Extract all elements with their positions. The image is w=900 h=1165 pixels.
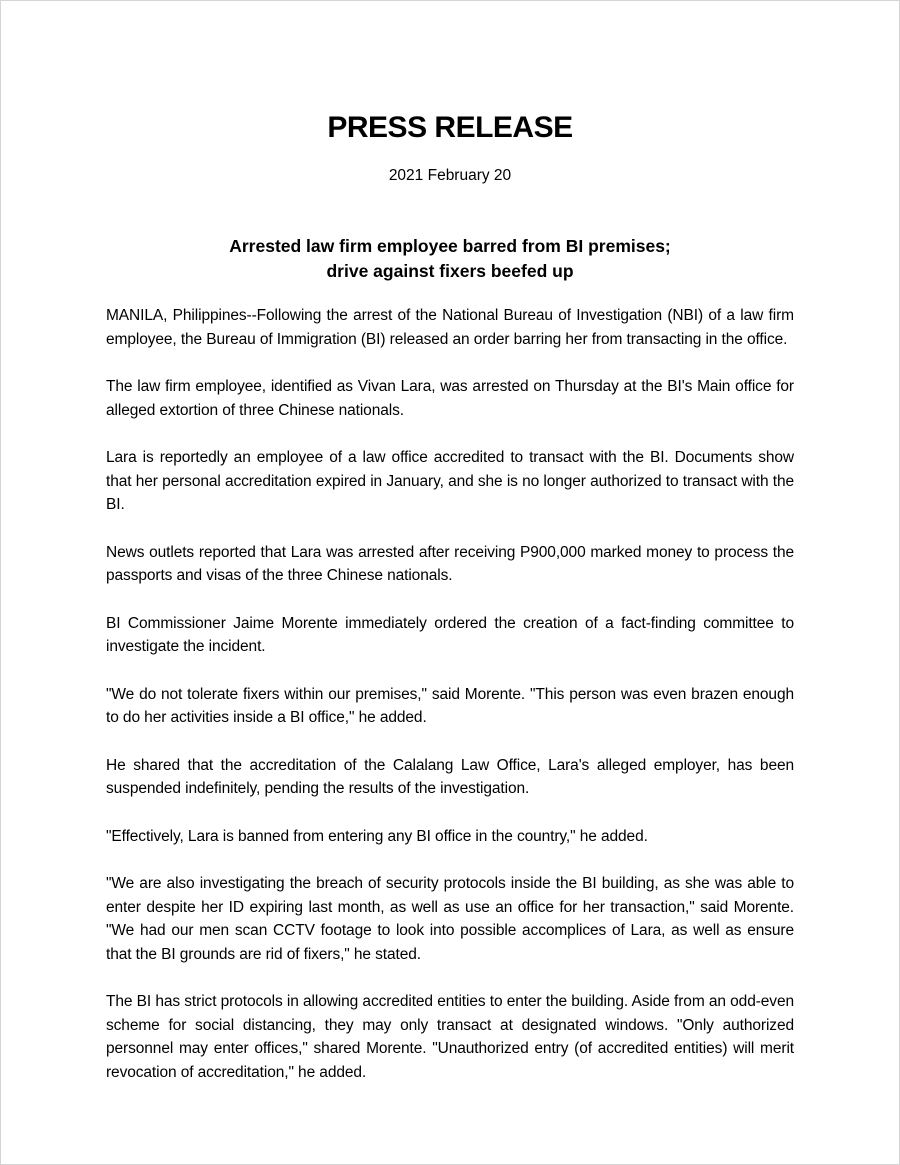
paragraph-1: MANILA, Philippines--Following the arrest of the National Bureau of Investigation (NBI) of a law firm employee, the Bureau of Immigration (BI) released an order barring her from transacting in the office. — [106, 307, 794, 348]
paragraph-8: "Effectively, Lara is banned from entering any BI office in the country," he added. — [106, 827, 648, 845]
paragraph-2: The law firm employee, identified as Vivan Lara, was arrested on Thursday at the BI's Main office for alleged extortion of three Chinese nationals. — [106, 378, 794, 419]
paragraph-5: BI Commissioner Jaime Morente immediately ordered the creation of a fact-finding committee to investigate the incident. — [106, 614, 794, 655]
paragraph-7: He shared that the accreditation of the Calalang Law Office, Lara's alleged employer, has been suspended indefinitely, pending the results of the investigation. — [106, 756, 794, 797]
paragraph-4: News outlets reported that Lara was arrested after receiving P900,000 marked money to process the passports and visas of the three Chinese nationals. — [106, 543, 794, 584]
headline — [106, 234, 794, 284]
headline-line-1: Arrested law firm employee barred from BI premises; — [229, 236, 671, 256]
article-body — [106, 304, 794, 1108]
paragraph-10: The BI has strict protocols in allowing accredited entities to enter the building. Aside from an odd-even scheme for social distancing, they may only transact at designated windows. "Only authorized personnel may enter offices," shared Morente. "Unauthorized entry (of accredited entities) will merit revocation of accreditation," he added. — [106, 993, 794, 1081]
document-title: PRESS RELEASE — [327, 111, 573, 144]
paragraph-9: "We are also investigating the breach of security protocols inside the BI building, as she was able to enter despite her ID expiring last month, as well as use an office for her transaction," said Morente. "We had our men scan CCTV footage to look into possible accomplices of Lara, as well as ensure that the BI grounds are rid of fixers," he stated. — [106, 875, 794, 963]
paragraph-3: Lara is reportedly an employee of a law office accredited to transact with the BI. Documents show that her personal accreditation expired in January, and she is no longer authorized to transact with the BI. — [106, 449, 794, 513]
release-date: 2021 February 20 — [388, 167, 512, 184]
paragraph-6: "We do not tolerate fixers within our premises," said Morente. "This person was even brazen enough to do her activities inside a BI office," he added. — [106, 685, 794, 726]
headline-line-2: drive against fixers beefed up — [326, 261, 574, 281]
